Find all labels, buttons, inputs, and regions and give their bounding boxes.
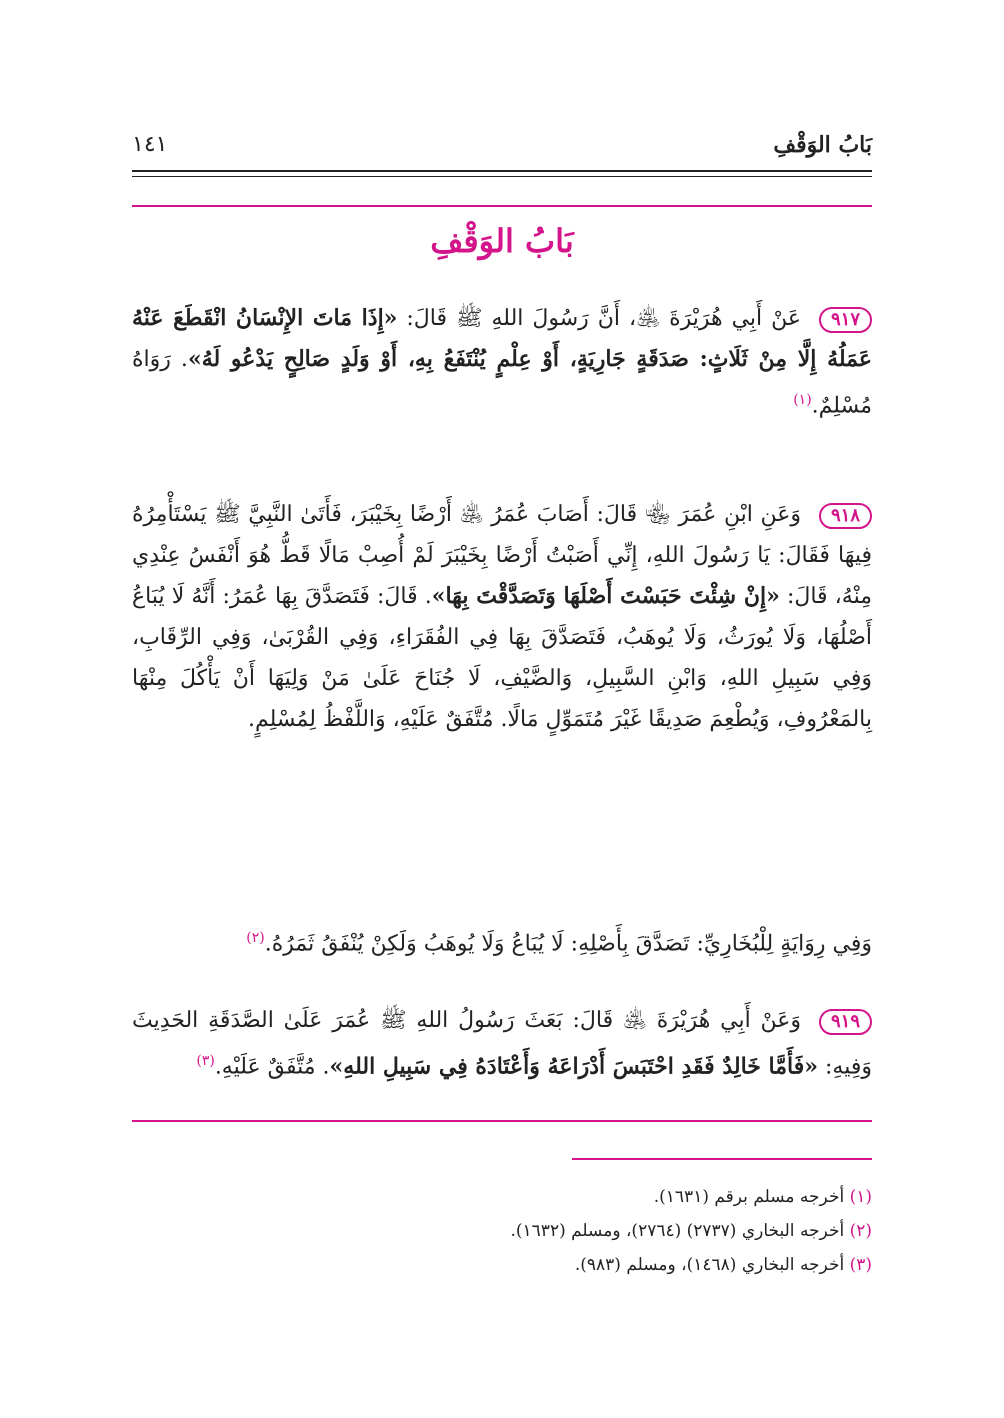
footnotes — [132, 1180, 872, 1282]
hadith-917 — [132, 298, 872, 426]
hadith-918 — [132, 494, 872, 740]
hadith-part: وَعَنِ ابْنِ عُمَرَ ﵄ قَالَ: أَصَابَ عُمَرُ ﵁ أَرْضًا بِخَيْبَرَ، فَأَتَىٰ النَّبِيَّ ﷺ يَسْتَأْمِرُهُ فِيهَا فَقَالَ: يَا رَسُولَ اللهِ، إِنِّي أَصَبْتُ أَرْضًا بِخَيْبَرَ لَمْ أُصِبْ مَالًا قَطُّ هُوَ أَنْفَسُ عِنْدِي مِنْهُ، قَالَ: — [132, 502, 873, 609]
hadith-source: . مُتَّفَقٌ عَلَيْهِ. — [214, 1054, 330, 1080]
footnote-ref: (٣) — [196, 1053, 215, 1069]
hadith-quote: «فَأَمَّا خَالِدٌ فَقَدِ احْتَبَسَ أَدْرَاعَهُ وَأَعْتَادَهُ فِي سَبِيلِ اللهِ» — [329, 1053, 819, 1080]
hadith-number: ٩١٧ — [819, 307, 872, 333]
footnote-rule — [572, 1158, 872, 1160]
hadith-number: ٩١٩ — [819, 1009, 872, 1035]
running-head-title: بَابُ الوَقْفِ — [773, 132, 872, 158]
footnote-2 — [132, 1214, 872, 1248]
running-head — [132, 126, 872, 166]
hadith-918-riwaya — [132, 918, 872, 964]
hadith-quote: «إِذَا مَاتَ الإِنْسَانُ انْقَطَعَ عَنْهُ عَمَلُهُ إِلَّا مِنْ ثَلَاثٍ: صَدَقَةٍ جَارِيَةٍ، أَوْ عِلْمٍ يُنْتَفَعُ بِهِ، أَوْ وَلَدٍ صَالِحٍ يَدْعُو لَهُ» — [132, 305, 873, 372]
hadith-intro: وَعَنْ أَبِي هُرَيْرَةَ ﵁ قَالَ: بَعَثَ رَسُولُ اللهِ ﷺ عُمَرَ عَلَىٰ الصَّدَقَةِ الحَدِيثَ وَفِيهِ: — [132, 1008, 872, 1080]
footnote-text: أخرجه البخاري (١٤٦٨)، ومسلم (٩٨٣). — [574, 1255, 850, 1275]
title-rule-top — [132, 205, 872, 207]
chapter-title: بَابُ الوَقْفِ — [430, 222, 574, 260]
hadith-number: ٩١٨ — [819, 503, 872, 529]
footnote-1 — [132, 1180, 872, 1214]
hadith-source: . رَوَاهُ مُسْلِمٌ. — [132, 347, 872, 419]
page-number: ١٤١ — [132, 132, 168, 157]
footnote-ref: (١) — [793, 392, 812, 408]
footnote-text: أخرجه مسلم برقم (١٦٣١). — [653, 1187, 850, 1207]
body-end-rule — [132, 1120, 872, 1122]
hadith-intro: عَنْ أَبِي هُرَيْرَةَ ﵁، أَنَّ رَسُولَ اللهِ ﷺ قَالَ: — [397, 306, 801, 331]
footnote-3 — [132, 1248, 872, 1282]
header-rule-thin — [132, 176, 872, 177]
hadith-part: . قَالَ: فَتَصَدَّقَ بِهَا عُمَرُ: أَنَّهُ لَا يُبَاعُ أَصْلُهَا، وَلَا يُورَثُ، وَلَا يُوهَبُ، فَتَصَدَّقَ بِهَا فِي الفُقَرَاءِ، وَفِي القُرْبَىٰ، وَفِي الرِّقَابِ، وَفِي سَبِيلِ اللهِ، وَابْنِ السَّبِيلِ، وَالضَّيْفِ، لَا جُنَاحَ عَلَىٰ مَنْ وَلِيَهَا أَنْ يَأْكُلَ مِنْهَا بِالمَعْرُوفِ، وَيُطْعِمَ صَدِيقًا غَيْرَ مُتَمَوِّلٍ مَالًا. مُتَّفَقٌ عَلَيْهِ، وَاللَّفْظُ لِمُسْلِمٍ. — [132, 584, 872, 732]
footnote-text: أخرجه البخاري (٢٧٣٧) (٢٧٦٤)، ومسلم (١٦٣٢). — [510, 1221, 850, 1241]
footnote-mark: (٣) — [849, 1255, 872, 1275]
footnote-mark: (٢) — [849, 1221, 872, 1241]
header-rule — [132, 170, 872, 172]
hadith-919 — [132, 1000, 872, 1087]
footnote-mark: (١) — [849, 1187, 872, 1207]
hadith-quote: «إِنْ شِئْتَ حَبَسْتَ أَصْلَهَا وَتَصَدَّقْتَ بِهَا» — [431, 583, 780, 609]
footnote-ref: (٢) — [246, 930, 265, 946]
riwaya-text: وَفِي رِوَايَةٍ لِلْبُخَارِيِّ: تَصَدَّقَ بِأَصْلِهِ: لَا يُبَاعُ وَلَا يُوهَبُ وَلَكِنْ يُنْفَقُ ثَمَرُهُ. — [264, 931, 872, 957]
